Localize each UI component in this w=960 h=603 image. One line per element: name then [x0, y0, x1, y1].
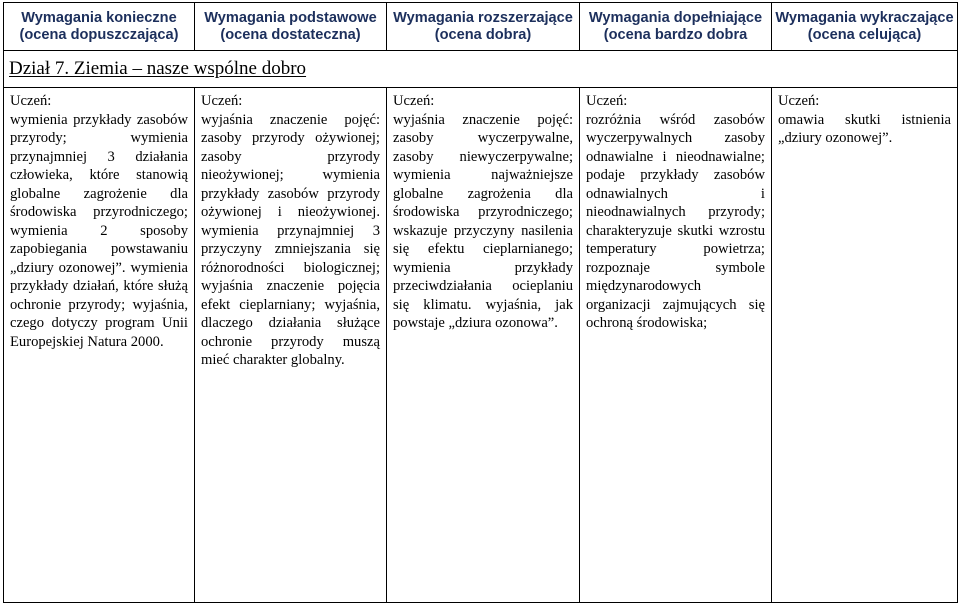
cell-text: rozróżnia wśród zasobów wyczerpywalnych zasoby odnawialne i nieodnawialne; podaje przykłady zasobów odnawialnych i nieodnawialnych przyrody; charakteryzuje skutki wzrostu temperatury powietrza; rozpoznaje symbole międzynarodowych organizacji zajmujących się ochroną środowiska;: [586, 111, 765, 331]
section-cell: [4, 51, 958, 88]
cell-text: wyjaśnia znaczenie pojęć: zasoby wyczerpywalne, zasoby niewyczerpywalne; wymienia najważniejsze globalne zagrożenia dla środowiska przyrodniczego; wskazuje przyczyny nasilenia się efektu cieplarnianego; wymienia przykłady przeciwdziałania ocieplaniu się klimatu. wyjaśnia, jak powstaje „dziura ozonowa”.: [393, 111, 573, 331]
cell-text: wyjaśnia znaczenie pojęć: zasoby przyrody ożywionej; zasoby przyrody nieożywionej; wymienia przykłady zasobów przyrody ożywionej i nieożywionej. wymienia przynajmniej 3 przyczyny zmniejszania się różnorodności biologicznej; wyjaśnia znaczenie pojęcia efekt cieplarniany; wyjaśnia, dlaczego działania służące ochronie przyrody muszą mieć charakter globalny.: [201, 111, 380, 368]
header-row: [4, 3, 958, 51]
header-title: Wymagania dopełniające: [588, 9, 763, 26]
header-grade: (ocena dobra): [434, 26, 532, 43]
header-grade: (ocena dopuszczająca): [19, 26, 179, 43]
requirements-cell-podstawowe: [195, 88, 387, 603]
content-row: [4, 88, 958, 603]
header-grade: (ocena celująca): [807, 26, 922, 43]
cell-lead: Uczeń:: [201, 93, 243, 109]
requirements-cell-dopelniajace: [580, 88, 772, 603]
requirements-cell-konieczne: [4, 88, 195, 603]
header-grade: (ocena bardzo dobra: [603, 26, 748, 43]
header-cell: [772, 3, 958, 51]
cell-lead: Uczeń:: [586, 93, 628, 109]
cell-lead: Uczeń:: [778, 93, 820, 109]
cell-text: omawia skutki istnienia „dziury ozonowej”.: [778, 111, 951, 146]
cell-lead: Uczeń:: [393, 93, 435, 109]
header-title: Wymagania rozszerzające: [393, 9, 573, 26]
header-cell: [4, 3, 195, 51]
header-cell: [195, 3, 387, 51]
header-cell: [580, 3, 772, 51]
header-title: Wymagania konieczne: [21, 9, 177, 26]
header-title: Wymagania podstawowe: [204, 9, 377, 26]
section-row: [4, 51, 958, 88]
header-cell: [387, 3, 580, 51]
cell-lead: Uczeń:: [10, 93, 52, 109]
header-grade: (ocena dostateczna): [220, 26, 361, 43]
cell-text: wymienia przykłady zasobów przyrody; wymienia przynajmniej 3 działania człowieka, które stanowią globalne zagrożenie dla środowiska przyrodniczego; wymienia 2 sposoby zapobiegania powstawaniu „dziury ozonowej”. wymienia przykłady działań, które służą ochronie przyrody; wyjaśnia, czego dotyczy program Unii Europejskiej Natura 2000.: [10, 111, 188, 350]
header-title: Wymagania wykraczające: [775, 9, 954, 26]
requirements-cell-rozszerzajace: [387, 88, 580, 603]
requirements-cell-wykraczajace: [772, 88, 958, 603]
section-title: Dział 7. Ziemia – nasze wspólne dobro: [9, 58, 307, 79]
requirements-table: [3, 2, 958, 603]
